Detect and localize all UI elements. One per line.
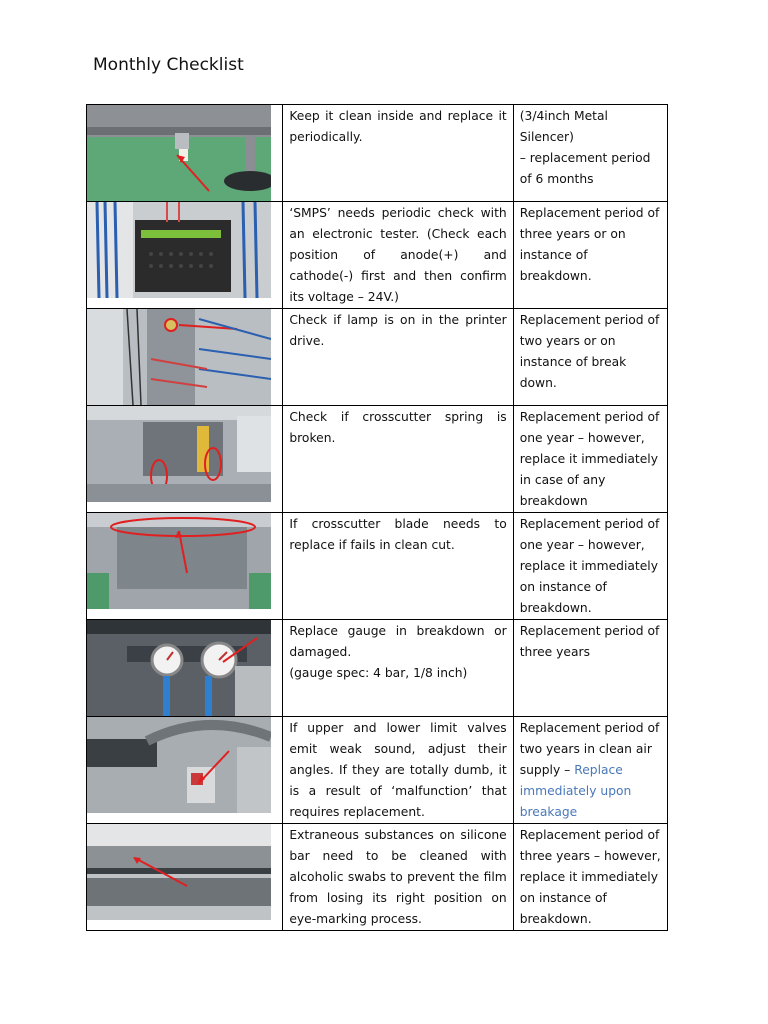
- crosscutter-blade-photo: [87, 513, 271, 609]
- period-cell: [513, 824, 667, 931]
- period-cell: [513, 406, 667, 513]
- description-cell: [283, 620, 513, 717]
- table-row: [87, 620, 668, 717]
- row-description: If crosscutter blade needs to replace if fails in clean cut.: [289, 517, 507, 552]
- row-description: Extraneous substances on silicone bar need to be cleaned with alcoholic swabs to prevent the film from losing its right position on eye-marking process.: [289, 828, 507, 926]
- row-description: Check if lamp is on in the printer drive.: [289, 313, 507, 348]
- silencer-photo: [87, 105, 271, 201]
- period-cell: [513, 513, 667, 620]
- page-title: Monthly Checklist: [93, 55, 244, 75]
- row-description: Check if crosscutter spring is broken.: [289, 410, 507, 445]
- gauge-photo: [87, 620, 271, 716]
- table-row: [87, 513, 668, 620]
- photo-cell: [87, 105, 283, 202]
- period-cell: [513, 309, 667, 406]
- row-period: Replacement period of one year – however, replace it immediately in case of any breakdown: [519, 410, 660, 508]
- checklist-table: [86, 104, 668, 931]
- row-description: Keep it clean inside and replace it periodically.: [289, 109, 507, 144]
- period-text-highlight: Replace immediately upon breakage: [519, 763, 632, 819]
- row-period: Replacement period of three years – however, replace it immediately on instance of breakdown.: [519, 828, 661, 926]
- photo-cell: [87, 309, 283, 406]
- row-period: Replacement period of two years or on instance of break down.: [519, 313, 660, 390]
- photo-cell: [87, 717, 283, 824]
- photo-cell: [87, 620, 283, 717]
- description-cell: [283, 406, 513, 513]
- description-cell: [283, 202, 513, 309]
- table-row: [87, 406, 668, 513]
- table-row: [87, 309, 668, 406]
- period-cell: [513, 105, 667, 202]
- limit-valve-photo: [87, 717, 271, 813]
- description-cell: [283, 309, 513, 406]
- description-cell: [283, 105, 513, 202]
- smps-photo: [87, 202, 271, 298]
- description-cell: [283, 717, 513, 824]
- period-cell: [513, 717, 667, 824]
- row-description: If upper and lower limit valves emit weak sound, adjust their angles. If they are totally dumb, it is a result of ‘malfunction’ that requires replacement.: [289, 721, 507, 819]
- row-period: Replacement period of three years: [519, 624, 660, 659]
- description-cell: [283, 824, 513, 931]
- row-description: Replace gauge in breakdown or damaged. (gauge spec: 4 bar, 1/8 inch): [289, 624, 507, 680]
- table-row: [87, 202, 668, 309]
- printer-drive-photo: [87, 309, 271, 405]
- period-cell: [513, 620, 667, 717]
- photo-cell: [87, 513, 283, 620]
- row-period: [514, 717, 667, 823]
- table-row: [87, 105, 668, 202]
- crosscutter-spring-photo: [87, 406, 271, 502]
- table-row: [87, 717, 668, 824]
- table-row: [87, 824, 668, 931]
- row-period: (3/4inch Metal Silencer) – replacement period of 6 months: [519, 109, 651, 186]
- period-text: Replacement period of two years in clean air supply –: [519, 721, 660, 777]
- photo-cell: [87, 202, 283, 309]
- row-description: ‘SMPS’ needs periodic check with an electronic tester. (Check each position of anode(+) and cathode(-) first and then confirm its voltage – 24V.): [289, 206, 507, 304]
- description-cell: [283, 513, 513, 620]
- period-cell: [513, 202, 667, 309]
- row-period: Replacement period of three years or on instance of breakdown.: [519, 206, 660, 283]
- photo-cell: [87, 406, 283, 513]
- row-period: Replacement period of one year – however, replace it immediately on instance of breakdown.: [519, 517, 660, 615]
- silicone-bar-photo: [87, 824, 271, 920]
- photo-cell: [87, 824, 283, 931]
